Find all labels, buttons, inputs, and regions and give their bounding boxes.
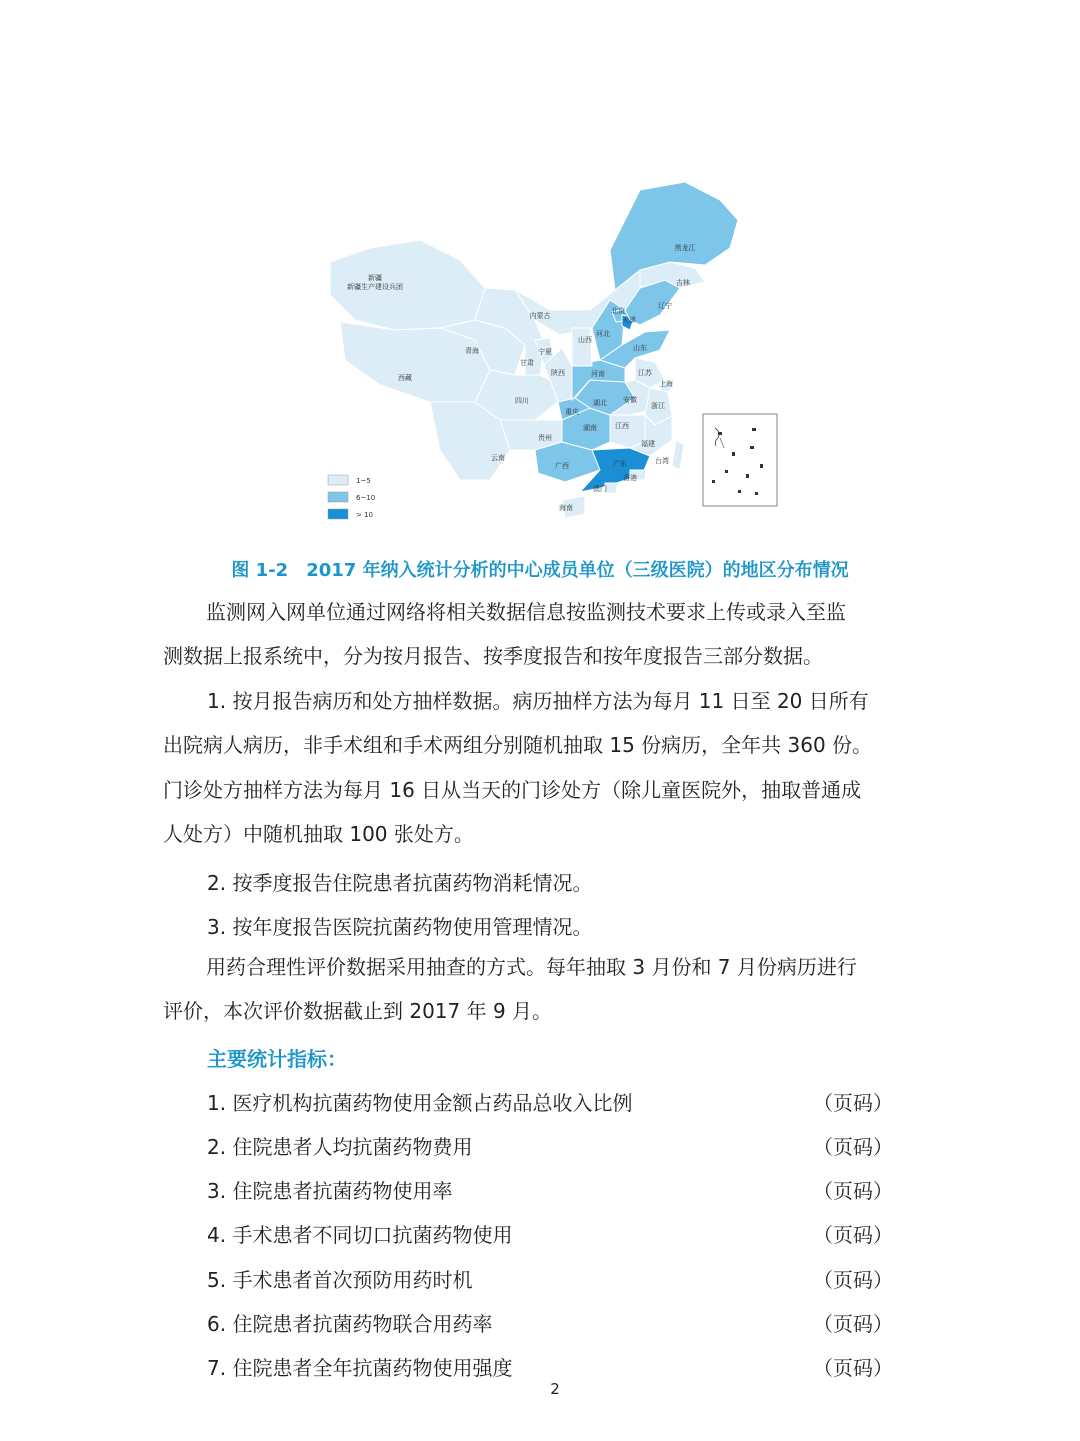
province-label: 江西 — [615, 422, 629, 430]
province-label: 内蒙古 — [529, 312, 551, 320]
kpi-row — [207, 1264, 893, 1294]
province-label: 广西 — [555, 462, 569, 470]
kpi-row — [207, 1308, 893, 1338]
text-line: 1. 按月报告病历和处方抽样数据。病历抽样方法为每月 11 日至 20 日所有 — [207, 689, 869, 713]
item3-text: 3. 按年度报告医院抗菌药物使用管理情况。 — [207, 915, 593, 939]
province-label: 海南 — [559, 504, 573, 512]
kpi-page-ref: （页码） — [813, 1268, 893, 1292]
legend-swatch — [328, 509, 348, 519]
province-label: 上海 — [659, 380, 673, 388]
page-number: 2 — [550, 1380, 560, 1398]
province-label: 贵州 — [538, 434, 552, 442]
rational-paragraph — [163, 945, 923, 990]
kpi-page-ref: （页码） — [813, 1135, 893, 1159]
legend-swatch — [328, 475, 348, 485]
kpi-text: 7. 住院患者全年抗菌药物使用强度 — [207, 1356, 513, 1380]
province-label: 新疆生产建设兵团 — [347, 283, 403, 291]
kpi-text: 2. 住院患者人均抗菌药物费用 — [207, 1135, 473, 1159]
intro-paragraph-cont — [163, 634, 923, 679]
province-label: 吉林 — [676, 279, 690, 287]
text-line: 出院病人病历，非手术组和手术两组分别随机抽取 15 份病历，全年共 360 份。 — [163, 733, 873, 757]
province-label: 云南 — [491, 454, 505, 462]
legend-label-3: > 10 — [356, 511, 373, 519]
province-label: 天津 — [622, 316, 636, 324]
map-legend — [328, 475, 375, 519]
kpi-row — [207, 1175, 893, 1205]
province-label: 浙江 — [651, 402, 665, 410]
province-label: 香港 — [623, 474, 637, 482]
text-line: 评价，本次评价数据截止到 2017 年 9 月。 — [163, 999, 553, 1023]
kpi-row — [207, 1219, 893, 1249]
province-label: 江苏 — [638, 369, 652, 377]
province-label: 新疆 — [368, 274, 382, 282]
text-line: 人处方）中随机抽取 100 张处方。 — [163, 822, 474, 846]
province-label: 青海 — [465, 347, 479, 355]
map-svg — [300, 170, 800, 540]
province-label: 黑龙江 — [674, 244, 696, 252]
kpi-page-ref: （页码） — [813, 1312, 893, 1336]
kpi-text: 1. 医疗机构抗菌药物使用金额占药品总收入比例 — [207, 1091, 633, 1115]
province-label: 澳门 — [593, 485, 607, 493]
legend-label-1: 1~5 — [356, 477, 371, 485]
legend-label-2: 6~10 — [356, 494, 376, 502]
figure-number: 图 1-2 — [231, 560, 289, 581]
kpi-page-ref: （页码） — [813, 1356, 893, 1380]
text-line: 监测网入网单位通过网络将相关数据信息按监测技术要求上传或录入至监 — [206, 600, 846, 624]
item1-paragraph — [163, 679, 923, 724]
text-line: 测数据上报系统中，分为按月报告、按季度报告和按年度报告三部分数据。 — [163, 644, 823, 668]
province-label: 湖南 — [583, 424, 597, 432]
province-label: 辽宁 — [658, 302, 672, 310]
province-region — [610, 415, 645, 448]
kpi-page-ref: （页码） — [813, 1179, 893, 1203]
figure-caption — [0, 556, 1080, 582]
text-line: 门诊处方抽样方法为每月 16 日从当天的门诊处方（除儿童医院外，抽取普通成 — [163, 777, 862, 802]
text-line: 用药合理性评价数据采用抽查的方式。每年抽取 3 月份和 7 月份病历进行 — [206, 955, 857, 979]
kpi-row — [207, 1131, 893, 1161]
province-label: 安徽 — [623, 396, 637, 404]
province-label: 台湾 — [655, 457, 669, 465]
province-label: 北京 — [611, 307, 625, 315]
province-label: 宁夏 — [538, 348, 552, 356]
province-label: 广东 — [613, 460, 627, 468]
kpi-text: 5. 手术患者首次预防用药时机 — [207, 1268, 473, 1292]
item1-paragraph-cont — [163, 723, 923, 857]
kpi-text: 3. 住院患者抗菌药物使用率 — [207, 1179, 453, 1203]
kpi-text: 6. 住院患者抗菌药物联合用药率 — [207, 1312, 493, 1336]
province-label: 河南 — [591, 370, 605, 378]
province-label: 山西 — [578, 336, 592, 344]
province-region — [572, 328, 592, 366]
province-label: 四川 — [515, 397, 529, 405]
province-label: 陕西 — [551, 369, 565, 377]
kpi-heading: 主要统计指标： — [207, 1047, 347, 1071]
kpi-text: 4. 手术患者不同切口抗菌药物使用 — [207, 1223, 513, 1247]
kpi-row — [207, 1352, 893, 1382]
province-label: 福建 — [641, 440, 655, 448]
province-label: 湖北 — [593, 399, 607, 407]
province-label: 重庆 — [565, 408, 579, 416]
province-region — [672, 440, 684, 470]
figure-title: 2017 年纳入统计分析的中心成员单位（三级医院）的地区分布情况 — [306, 560, 849, 581]
kpi-row — [207, 1087, 893, 1117]
province-label: 河北 — [596, 330, 610, 338]
province-label: 甘肃 — [520, 359, 534, 367]
kpi-page-ref: （页码） — [813, 1223, 893, 1247]
province-label: 山东 — [633, 344, 647, 352]
kpi-page-ref: （页码） — [813, 1091, 893, 1115]
legend-swatch — [328, 492, 348, 502]
intro-paragraph — [163, 590, 923, 635]
china-distribution-map — [300, 170, 800, 540]
item2-text: 2. 按季度报告住院患者抗菌药物消耗情况。 — [207, 871, 593, 895]
south-china-sea-inset — [703, 414, 777, 506]
rational-paragraph-cont — [163, 989, 923, 1034]
province-label: 西藏 — [398, 374, 412, 382]
